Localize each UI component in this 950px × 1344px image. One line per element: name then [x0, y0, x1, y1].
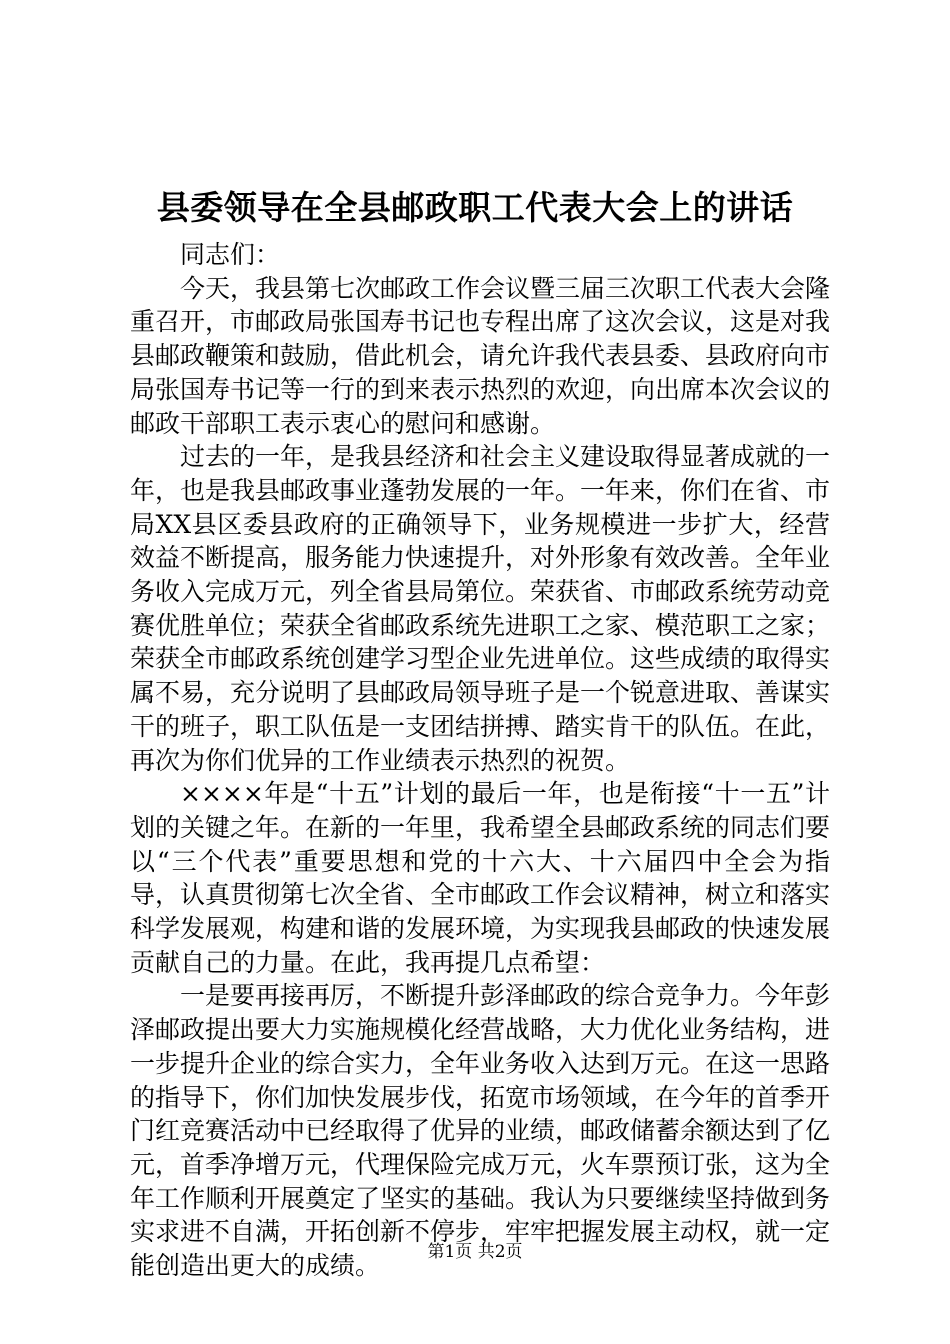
paragraph-2: 过去的一年，是我县经济和社会主义建设取得显著成就的一年，也是我县邮政事业蓬勃发展的一年。一年来，你们在省、市局XX县区委县政府的正确领导下，业务规模进一步扩大，经营效益不断提高，服务能力快速提升，对外形象有效改善。全年业务收入完成万元，列全省县局第位。荣获省、市邮政系统劳动竞赛优胜单位；荣获全省邮政系统先进职工之家、模范职工之家；荣获全市邮政系统创建学习型企业先进单位。这些成绩的取得实属不易，充分说明了县邮政局领导班子是一个锐意进取、善谋实干的班子，职工队伍是一支团结拼搏、踏实肯干的队伍。在此，再次为你们优异的工作业绩表示热烈的祝贺。: [130, 442, 831, 775]
document-title: 县委领导在全县邮政职工代表大会上的讲话: [156, 188, 794, 227]
document-body: [130, 238, 830, 1283]
paragraph-3: ××××年是“十五”计划的最后一年，也是衔接“十一五”计划的关键之年。在新的一年里，我希望全县邮政系统的同志们要以“三个代表”重要思想和党的十六大、十六届四中全会为指导，认真贯彻第七次全省、全市邮政工作会议精神，树立和落实科学发展观，构建和谐的发展环境，为实现我县邮政的快速发展贡献自己的力量。在此，我再提几点希望：: [130, 779, 831, 977]
paragraph-1: 今天，我县第七次邮政工作会议暨三届三次职工代表大会隆重召开，市邮政局张国寿书记也专程出席了这次会议，这是对我县邮政鞭策和鼓励，借此机会，请允许我代表县委、县政府向市局张国寿书记等一行的到来表示热烈的欢迎，向出席本次会议的邮政干部职工表示衷心的慰问和感谢。: [130, 273, 831, 438]
page-footer: 第1页 共2页: [427, 1242, 523, 1262]
paragraph-4: 一是要再接再厉，不断提升彭泽邮政的综合竞争力。今年彭泽邮政提出要大力实施规模化经营战略，大力优化业务结构，进一步提升企业的综合实力，全年业务收入达到万元。在这一思路的指导下，你们加快发展步伐，拓宽市场领域，在今年的首季开门红竞赛活动中已经取得了优异的业绩，邮政储蓄余额达到了亿元，首季净增万元，代理保险完成万元，火车票预订张，这为全年工作顺利开展奠定了坚实的基础。我认为只要继续坚持做到务实求进不自满，开拓创新不停步，牢牢把握发展主动权，就一定能创造出更大的成绩。: [130, 981, 831, 1281]
salutation: 同志们：: [180, 240, 281, 269]
